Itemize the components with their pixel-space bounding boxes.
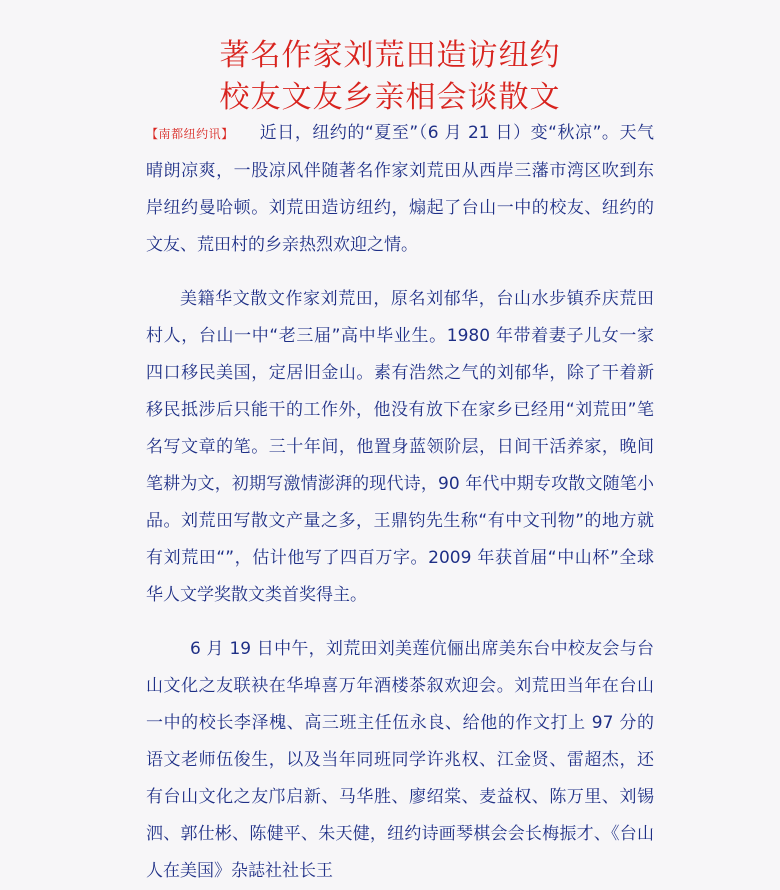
paragraph-3: 6 月 19 日中午，刘荒田刘美莲伉俪出席美东台中校友会与台山文化之友联袂在华埠喜万年酒楼茶叙欢迎会。刘荒田当年在台山一中的校长李泽槐、高三班主任伍永良、给他的作文打上 97 分的语文老师伍俊生，以及当年同班同学许兆权、江金贤、雷超杰，还有台山文化之友邝启新、马华胜、廖绍棠、麦益权、陈万里、刘锡泗、郭仕彬、陈健平、朱天健，纽约诗画琴棋会会长梅振才、《台山人在美国》杂誌社社长王 <box>146 639 654 881</box>
paragraph-1-text: 近日，纽约的“夏至”（6 月 21 日）变“秋凉”。天气晴朗凉爽，一股凉风伴随著名作家刘荒田从西岸三藩市湾区吹到东岸纽约曼哈顿。刘荒田造访纽约，煽起了台山一中的校友、纽约的文友、荒田村的乡亲热烈欢迎之情。 <box>146 123 654 255</box>
dateline: 【南都纽约讯】 <box>146 127 234 141</box>
paragraph-2: 美籍华文散文作家刘荒田，原名刘郁华，台山水步镇乔庆荒田村人，台山一中“老三届”高中毕业生。1980 年带着妻子儿女一家四口移民美国，定居旧金山。素有浩然之气的刘郁华，除了干着新移民抵涉后只能干的工作外，他没有放下在家乡已经用“刘荒田”笔名写文章的笔。三十年间，他置身蓝领阶层，日间干活养家，晚间笔耕为文，初期写激情澎湃的现代诗，90 年代中期专攻散文随笔小品。刘荒田写散文产量之多，王鼎钧先生称“有中文刊物”的地方就有刘荒田“”，估计他写了四百万字。2009 年获首届“中山杯”全球华人文学奖散文类首奖得主。 <box>146 289 654 605</box>
headline-line-1: 著名作家刘荒田造访纽约 <box>219 38 561 73</box>
article-body <box>146 115 654 890</box>
headline-line-2: 校友文友乡亲相会谈散文 <box>219 80 561 115</box>
paragraph-1 <box>146 115 654 264</box>
